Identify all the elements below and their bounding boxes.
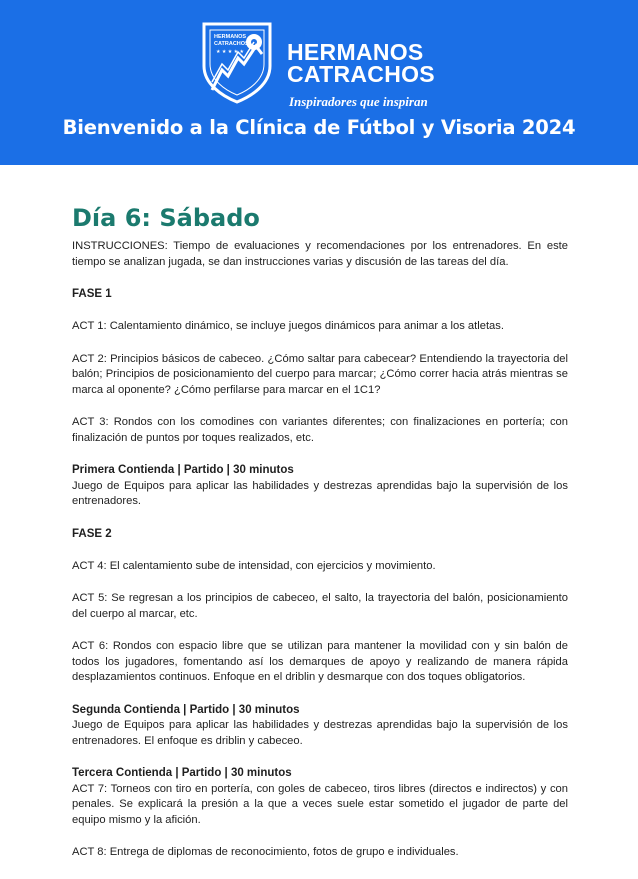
tagline: Inspiradores que inspiran	[289, 94, 428, 109]
day-title: Día 6: Sábado	[72, 204, 260, 232]
fase-1-heading: FASE 1	[72, 288, 112, 300]
primera-contienda-paragraph: Juego de Equipos para aplicar las habilidades y destrezas aprendidas bajo la supervisión de los entrenadores.	[72, 479, 568, 507]
act-2-paragraph: ACT 2: Principios básicos de cabeceo. ¿Cómo saltar para cabecear? Entendiendo la trayectoria del balón; Principios de posicionamiento del cuerpo para marcar; ¿Cómo correr hacia atrás mientras se marca al oponente? ¿Cómo perfilarse para marcar en el 1C1?	[72, 352, 568, 396]
primera-contienda-heading: Primera Contienda | Partido | 30 minutos	[72, 464, 294, 476]
page-title: Bienvenido a la Clínica de Fútbol y Visoria 2024	[62, 116, 576, 139]
shield-text-2: CATRACHOS	[214, 41, 249, 47]
brand-line-1: HERMANOS	[287, 39, 424, 65]
instructions-paragraph: INSTRUCCIONES: Tiempo de evaluaciones y recomendaciones por los entrenadores. En este tiempo se analizan jugada, se dan instrucciones varias y discusión de las tareas del día.	[72, 240, 568, 268]
brand-line-2: CATRACHOS	[287, 61, 435, 87]
act-1-paragraph: ACT 1: Calentamiento dinámico, se incluye juegos dinámicos para animar a los atletas.	[72, 320, 504, 332]
act-8-paragraph: ACT 8: Entrega de diplomas de reconocimiento, fotos de grupo e individuales.	[72, 846, 459, 858]
act-5-paragraph: ACT 5: Se regresan a los principios de cabeceo, el salto, la trayectoria del balón, posicionamiento del cuerpo al marcar, etc.	[72, 592, 568, 620]
brand-name	[287, 41, 435, 85]
segunda-contienda-heading: Segunda Contienda | Partido | 30 minutos	[72, 703, 300, 716]
act-3-paragraph: ACT 3: Rondos con los comodines con variantes diferentes; con finalizaciones en portería; con finalización de puntos por toques realizados, etc.	[72, 416, 568, 444]
document-body	[72, 200, 568, 861]
tercera-contienda-heading: Tercera Contienda | Partido | 30 minutos	[72, 767, 292, 779]
act-4-paragraph: ACT 4: El calentamiento sube de intensidad, con ejercicios y movimiento.	[72, 559, 436, 572]
fase-2-heading: FASE 2	[72, 527, 112, 540]
segunda-contienda-paragraph: Juego de Equipos para aplicar las habilidades y destrezas aprendidas bajo la supervisión de los entrenadores. El enfoque es driblin y cabeceo.	[72, 719, 568, 747]
svg-text:★ ★ ★ ★ ★: ★ ★ ★ ★ ★	[216, 49, 244, 55]
shield-text-1: HERMANOS	[214, 34, 247, 40]
header-banner	[0, 0, 638, 165]
shield-logo-icon	[200, 20, 274, 104]
act-6-paragraph: ACT 6: Rondos con espacio libre que se utilizan para mantener la movilidad con y sin balón de todos los jugadores, fomentando así los demarques de apoyo y realizando de manera rápida desplazamientos continuos. Enfoque en el driblin y desmarque con dos toques obligatorios.	[72, 640, 568, 683]
act-7-paragraph: ACT 7: Torneos con tiro en portería, con goles de cabeceo, tiros libres (directos e indirectos) y con penales. Se explicará la presión a la que a veces suele estar sometido el jugador de parte del equipo mismo y la afición.	[72, 782, 568, 826]
